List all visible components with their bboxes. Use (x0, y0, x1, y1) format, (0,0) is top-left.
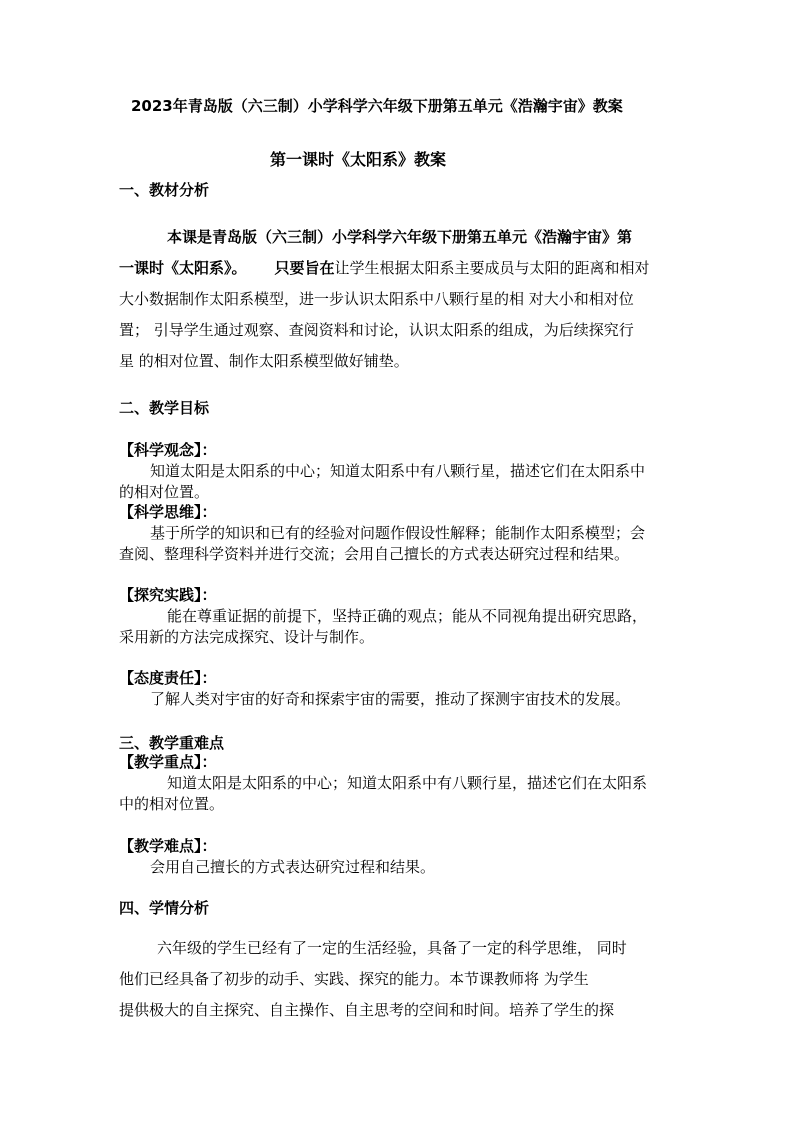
paragraph-line: 六年级的学生已经有了一定的生活经验，具备了一定的科学思维， 同时 (157, 939, 627, 957)
section-heading-key-points: 三、教学重难点 (119, 734, 225, 752)
paragraph-line: 他们已经具备了初步的动手、实践、探究的能力。本节课教师将 为学生 (119, 970, 589, 988)
paragraph-line: 大小数据制作太阳系模型，进一步认识太阳系中八颗行星的相 对大小和相对位 (119, 290, 634, 308)
paragraph-line: 知道太阳是太阳系的中心；知道太阳系中有八颗行星，描述它们在太阳系 (167, 774, 648, 792)
objective-label-concept: 【科学观念】： (119, 441, 217, 459)
lesson-title: 第一课时《太阳系》教案 (270, 150, 447, 169)
paragraph-bold-span: 只要旨在 (274, 259, 335, 277)
paragraph-line (119, 258, 650, 278)
paragraph-line: 置； 引导学生通过观察、查阅资料和讨论，认识太阳系的组成，为后续探究行 (119, 321, 634, 339)
paragraph-bold-span: 一课时《太阳系》。 (119, 259, 247, 277)
paragraph-line: 会用自己擅长的方式表达研究过程和结果。 (150, 858, 436, 876)
difficulty-label: 【教学难点】： (119, 837, 217, 855)
paragraph-line: 查阅、整理科学资料并进行交流；会用自己擅长的方式表达研究过程和结果。 (119, 545, 630, 563)
key-point-label: 【教学重点】： (119, 753, 217, 771)
paragraph-line: 本课是青岛版（六三制）小学科学六年级下册第五单元《浩瀚宇宙》第 (167, 228, 633, 246)
objective-label-practice: 【探究实践】： (119, 586, 217, 604)
paragraph-line: 星 的相对位置、制作太阳系模型做好铺垫。 (119, 352, 409, 370)
paragraph-line: 知道太阳是太阳系的中心；知道太阳系中有八颗行星，描述它们在太阳系中 (150, 462, 646, 480)
paragraph-line: 中的相对位置。 (119, 795, 225, 813)
paragraph-line: 提供极大的自主探究、自主操作、自主思考的空间和时间。培养了学生的探 (119, 1001, 615, 1019)
paragraph-line: 的相对位置。 (119, 483, 210, 501)
section-heading-materials: 一、教材分析 (119, 181, 210, 199)
objective-label-attitude: 【态度责任】： (119, 669, 217, 687)
paragraph-line: 采用新的方法完成探究、设计与制作。 (119, 628, 375, 646)
paragraph-line: 基于所学的知识和已有的经验对问题作假设性解释；能制作太阳系模型；会 (150, 524, 646, 542)
paragraph-span: 让学生根据太阳系主要成员与太阳的距离和相对 (334, 259, 650, 277)
paragraph-line: 能在尊重证据的前提下，坚持正确的观点；能从不同视角提出研究思路， (167, 607, 648, 625)
section-heading-objectives: 二、教学目标 (119, 399, 210, 417)
objective-label-thinking: 【科学思维】： (119, 503, 217, 521)
paragraph-line: 了解人类对宇宙的好奇和探索宇宙的需要，推动了探测宇宙技术的发展。 (150, 690, 631, 708)
section-heading-learner-analysis: 四、学情分析 (119, 899, 210, 917)
document-title: 2023年青岛版（六三制）小学科学六年级下册第五单元《浩瀚宇宙》教案 (131, 97, 623, 115)
